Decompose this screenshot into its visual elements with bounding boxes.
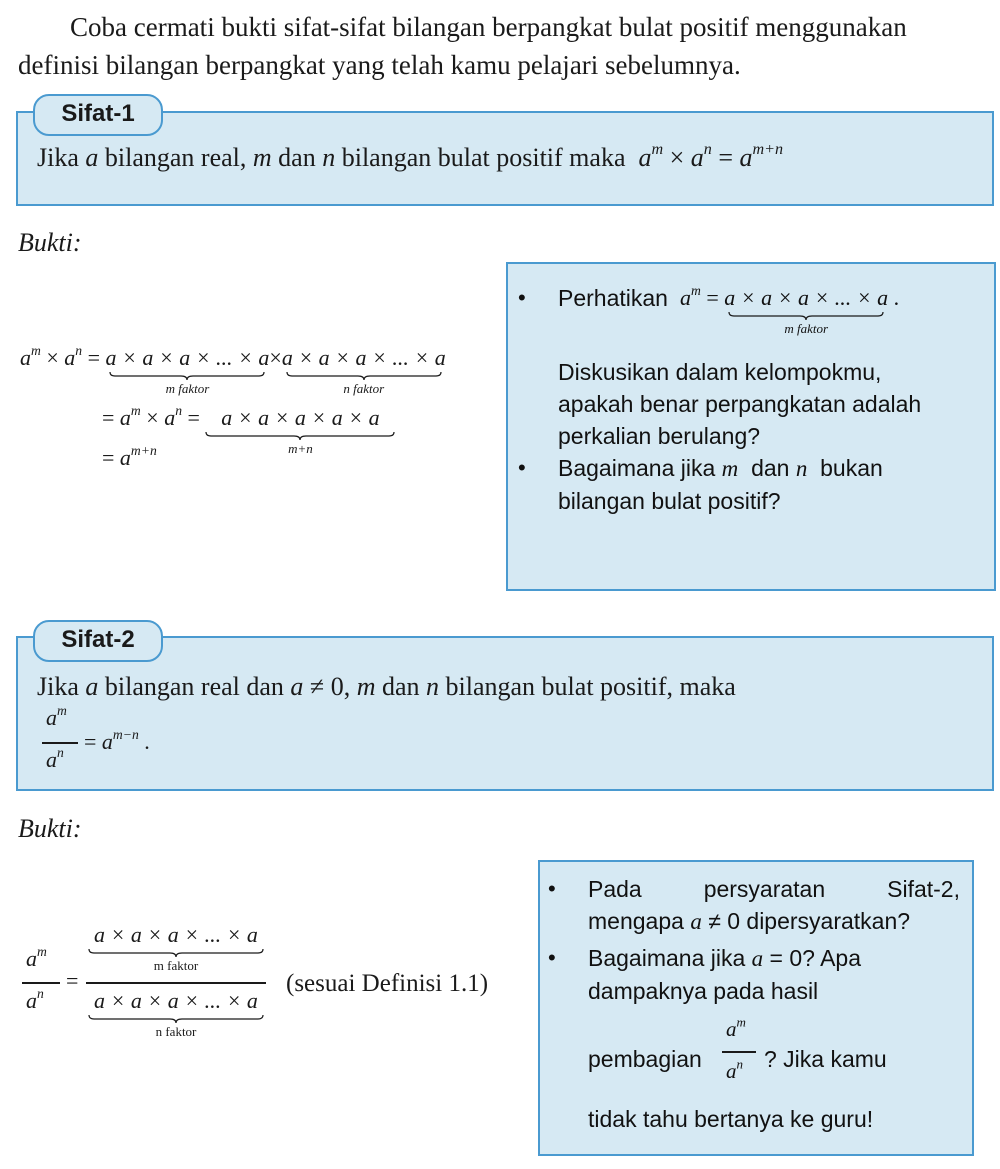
sifat-2-tab: Sifat-2 [33, 620, 163, 662]
underbrace-note-m-faktor: a × a × a × ... × a m faktor [724, 285, 889, 336]
underbrace-m-faktor-2: a × a × a × ... × a m faktor [88, 922, 264, 974]
note-1-bagaimana: • Bagaimana jika m dan n bukan bilangan bulat positif? [518, 452, 978, 517]
proof-1-line-3: = $a^{m+n}$ [102, 442, 157, 470]
underbrace-m-faktor: a × a × a × ... × a m faktor [105, 345, 270, 396]
bullet: • [518, 455, 526, 480]
bukti-1-label: Bukti: [18, 228, 82, 257]
proof-1-line-2: = $a^m \times a^n = a \times a \times a \times a \times a$ m+n [102, 405, 490, 453]
definition-reference: (sesuai Definisi 1.1) [286, 970, 489, 997]
intro-paragraph [18, 8, 993, 84]
bullet: • [518, 285, 526, 310]
underbrace-n-faktor-2: a × a × a × ... × a n faktor [88, 988, 264, 1040]
note-1-perhatikan: • Perhatikan $a^m = a \times a \times a$ × ... × a m faktor . [518, 282, 900, 336]
proof-1 [20, 342, 490, 471]
note-1-content: • Perhatikan $a^m = a \times a \times a$ × ... × a m faktor . Diskusikan dalam kelompokmu, apakah benar perpangkatan adalah perkalian berulang? • Bagaimana jika m dan n bukan bilangan bulat positif? [518, 285, 978, 517]
proof-1-line-1: $a^m \times a^n = a \times a \times a$ × ... × a m faktor ×a × a × a × ... × a n faktor [20, 342, 446, 396]
sifat-1-tab: Sifat-1 [33, 94, 163, 136]
bullet: • [548, 945, 556, 970]
sifat-2-formula: $a^m$ $a^n$ = $a^{m-n}$ . [40, 705, 240, 780]
intro-line-2: definisi bilangan berpangkat yang telah kamu pelajari sebelumnya. [18, 50, 741, 80]
underbrace-m-plus-n: a × a × a × a × a m+n [205, 405, 395, 457]
proof-2: $a^m$ $a^n$ = a × a × a × ... × a m faktor a × a × a × ... × a n faktor (sesuai Definisi 1.1) [22, 920, 542, 1060]
bullet: • [548, 876, 556, 901]
underbrace-n-faktor: a × a × a × ... × a n faktor [281, 345, 446, 396]
note-2-content: • Pada persyaratan Sifat-2, mengapa a ≠ 0 dipersyaratkan? • Bagaimana jika a = 0? Apa dampaknya pada hasil pembagian $a^m$ $a^n$ ? Jika kamu tidak tahu bertanya ke guru! [548, 873, 960, 1135]
intro-line-1: Coba cermati bukti sifat-sifat bilangan berpangkat bulat positif menggunakan [70, 12, 907, 42]
sifat-2-statement: Jika a bilangan real dan a ≠ 0, m dan n bilangan bulat positif, maka [37, 672, 736, 701]
note-1-formula: $a^m = a \times a \times a$ × ... × a m faktor . [680, 282, 900, 336]
sifat-1-formula: $a^m \times a^n = a^{m+n}$ [638, 140, 784, 172]
sifat-1-statement: Jika a bilangan real, m dan n bilangan bulat positif maka $a^m \times a^n = a^{m+n}$ [37, 140, 784, 172]
bukti-2-label: Bukti: [18, 814, 82, 843]
